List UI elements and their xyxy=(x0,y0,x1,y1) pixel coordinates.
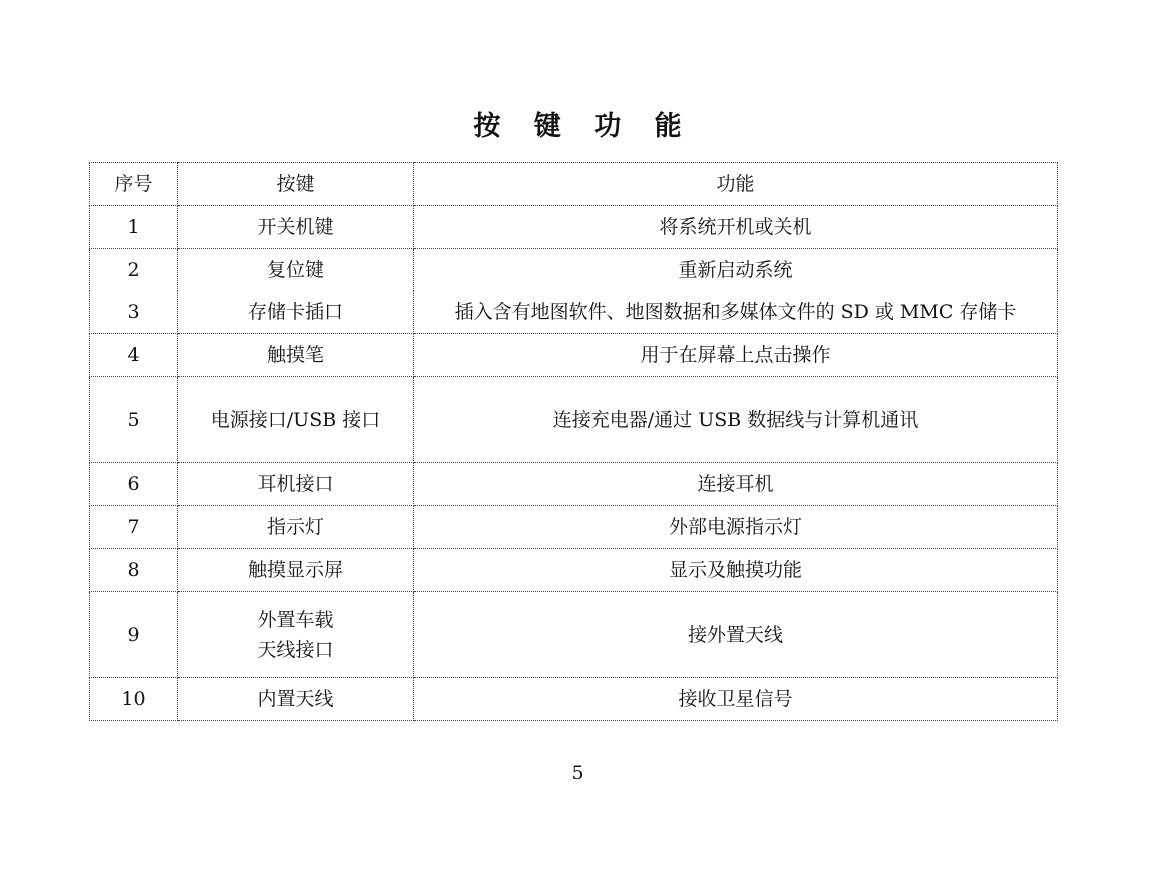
row-function: 接外置天线 xyxy=(414,592,1058,678)
table-row xyxy=(90,249,1058,292)
row-key: 存储卡插口 xyxy=(178,291,414,334)
row-number: 4 xyxy=(90,334,178,377)
row-key: 触摸笔 xyxy=(178,334,414,377)
row-number: 7 xyxy=(90,506,178,549)
table-header-row xyxy=(90,163,1058,206)
row-function: 将系统开机或关机 xyxy=(414,206,1058,249)
row-key xyxy=(178,592,414,678)
row-number: 5 xyxy=(90,377,178,463)
row-function: 接收卫星信号 xyxy=(414,678,1058,721)
key-function-table xyxy=(89,162,1058,721)
row-number: 3 xyxy=(90,291,178,334)
header-number: 序号 xyxy=(90,163,178,206)
table-row xyxy=(90,592,1058,678)
row-key: 开关机键 xyxy=(178,206,414,249)
row-number: 10 xyxy=(90,678,178,721)
table-row xyxy=(90,334,1058,377)
row-number: 6 xyxy=(90,463,178,506)
row-function: 显示及触摸功能 xyxy=(414,549,1058,592)
row-number: 2 xyxy=(90,249,178,292)
table-row xyxy=(90,377,1058,463)
row-key: 复位键 xyxy=(178,249,414,292)
row-number: 8 xyxy=(90,549,178,592)
row-key-line: 天线接口 xyxy=(257,638,334,661)
row-function: 连接充电器/通过 USB 数据线与计算机通讯 xyxy=(414,377,1058,463)
row-function: 连接耳机 xyxy=(414,463,1058,506)
row-key: 耳机接口 xyxy=(178,463,414,506)
row-number: 1 xyxy=(90,206,178,249)
table-row xyxy=(90,506,1058,549)
row-function: 重新启动系统 xyxy=(414,249,1058,292)
row-key: 触摸显示屏 xyxy=(178,549,414,592)
table-row xyxy=(90,549,1058,592)
table-row xyxy=(90,463,1058,506)
row-number: 9 xyxy=(90,592,178,678)
page-number: 5 xyxy=(571,762,584,784)
page-title: 按 键 功 能 xyxy=(473,111,694,142)
header-function: 功能 xyxy=(414,163,1058,206)
row-function: 用于在屏幕上点击操作 xyxy=(414,334,1058,377)
row-key: 内置天线 xyxy=(178,678,414,721)
row-function: 外部电源指示灯 xyxy=(414,506,1058,549)
row-key-line: 外置车载 xyxy=(257,608,334,631)
row-key: 指示灯 xyxy=(178,506,414,549)
row-function: 插入含有地图软件、地图数据和多媒体文件的 SD 或 MMC 存储卡 xyxy=(414,291,1058,334)
header-key: 按键 xyxy=(178,163,414,206)
table-row xyxy=(90,291,1058,334)
table-row xyxy=(90,678,1058,721)
table-row xyxy=(90,206,1058,249)
row-key: 电源接口/USB 接口 xyxy=(178,377,414,463)
